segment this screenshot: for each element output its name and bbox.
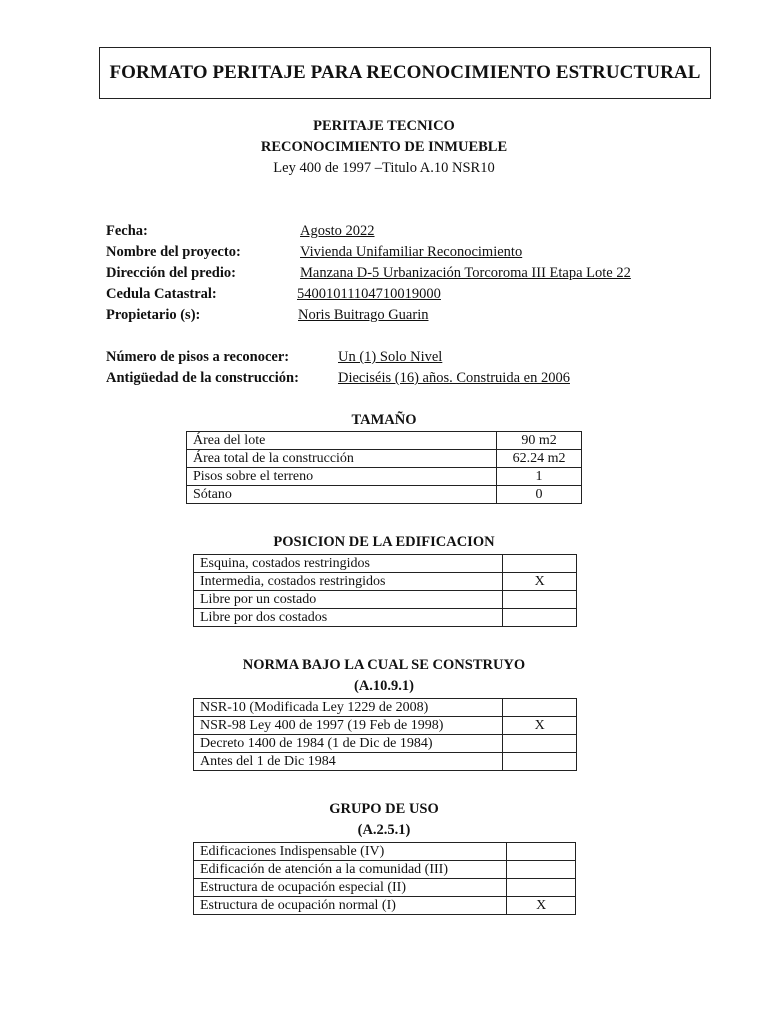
table-cell-value: 1 [497, 468, 582, 486]
table-cell-mark [503, 735, 577, 753]
tamano-table [186, 431, 582, 504]
table-cell-mark [507, 861, 576, 879]
table-cell-value: 62.24 m2 [497, 450, 582, 468]
table-cell-mark [503, 699, 577, 717]
table-row [187, 468, 582, 486]
posicion-table [193, 554, 577, 627]
table-row [194, 555, 577, 573]
antiguedad-label: Antigüedad de la construcción: [106, 370, 299, 386]
table-cell-mark: X [503, 573, 577, 591]
table-cell-label: Estructura de ocupación especial (II) [194, 879, 507, 897]
table-cell-mark: X [507, 897, 576, 915]
norma-table [193, 698, 577, 771]
propietario-label: Propietario (s): [106, 307, 201, 323]
table-cell-label: NSR-98 Ley 400 de 1997 (19 Feb de 1998) [194, 717, 503, 735]
table-cell-mark [507, 843, 576, 861]
table-row [194, 897, 576, 915]
table-row [187, 486, 582, 504]
table-cell-mark [507, 879, 576, 897]
table-cell-label: Libre por un costado [194, 591, 503, 609]
table-row [194, 609, 577, 627]
antiguedad-value: Dieciséis (16) años. Construida en 2006 [338, 370, 570, 386]
pisos-label: Número de pisos a reconocer: [106, 349, 290, 365]
fecha-label: Fecha: [106, 223, 148, 239]
grupo-subheading: (A.2.5.1) [357, 822, 411, 838]
table-cell-mark [503, 555, 577, 573]
table-cell-label: Decreto 1400 de 1984 (1 de Dic de 1984) [194, 735, 503, 753]
table-row [194, 573, 577, 591]
table-cell-value: 0 [497, 486, 582, 504]
posicion-heading: POSICION DE LA EDIFICACION [273, 534, 495, 550]
table-row [194, 735, 577, 753]
table-cell-label: Pisos sobre el terreno [187, 468, 497, 486]
table-row [194, 699, 577, 717]
table-row [194, 717, 577, 735]
norma-heading: NORMA BAJO LA CUAL SE CONSTRUYO [242, 657, 526, 673]
table-row [187, 432, 582, 450]
table-cell-value: 90 m2 [497, 432, 582, 450]
grupo-table [193, 842, 576, 915]
cedula-value: 540010111047100190​00 [297, 286, 441, 302]
table-cell-label: Sótano [187, 486, 497, 504]
table-row [194, 843, 576, 861]
proyecto-label: Nombre del proyecto: [106, 244, 241, 260]
table-cell-label: Área del lote [187, 432, 497, 450]
fecha-value: Agosto 2022 [300, 223, 375, 239]
table-row [194, 861, 576, 879]
table-cell-mark [503, 591, 577, 609]
table-cell-label: Estructura de ocupación normal (I) [194, 897, 507, 915]
norma-subheading: (A.10.9.1) [353, 678, 414, 694]
header-reconocimiento: RECONOCIMIENTO DE INMUEBLE [260, 139, 508, 155]
table-cell-label: Libre por dos costados [194, 609, 503, 627]
cedula-label: Cedula Catastral: [106, 286, 217, 302]
table-cell-label: Antes del 1 de Dic 1984 [194, 753, 503, 771]
propietario-value: Noris Buitrago Guarin [298, 307, 429, 323]
direccion-label: Dirección del predio: [106, 265, 236, 281]
table-cell-label: Edificación de atención a la comunidad (III) [194, 861, 507, 879]
table-row [194, 753, 577, 771]
table-row [194, 591, 577, 609]
table-cell-label: Intermedia, costados restringidos [194, 573, 503, 591]
proyecto-value: Vivienda Unifamiliar Reconocimiento [300, 244, 523, 260]
table-cell-label: Edificaciones Indispensable (IV) [194, 843, 507, 861]
table-cell-mark [503, 753, 577, 771]
tamano-heading: TAMAÑO [351, 412, 417, 428]
document-title: FORMATO PERITAJE PARA RECONOCIMIENTO ESTRUCTURAL [99, 47, 711, 99]
table-cell-mark [503, 609, 577, 627]
pisos-value: Un (1) Solo Nivel [338, 349, 443, 365]
table-cell-label: Área total de la construcción [187, 450, 497, 468]
direccion-value: Manzana D-5 Urbanización Torcoroma III Etapa Lote 22 [300, 265, 631, 281]
table-cell-label: Esquina, costados restringidos [194, 555, 503, 573]
grupo-heading: GRUPO DE USO [329, 801, 439, 817]
table-cell-mark: X [503, 717, 577, 735]
table-row [194, 879, 576, 897]
table-row [187, 450, 582, 468]
header-ley: Ley 400 de 1997 –Titulo A.10 NSR10 [273, 160, 495, 176]
header-peritaje: PERITAJE TECNICO [313, 118, 455, 134]
table-cell-label: NSR-10 (Modificada Ley 1229 de 2008) [194, 699, 503, 717]
